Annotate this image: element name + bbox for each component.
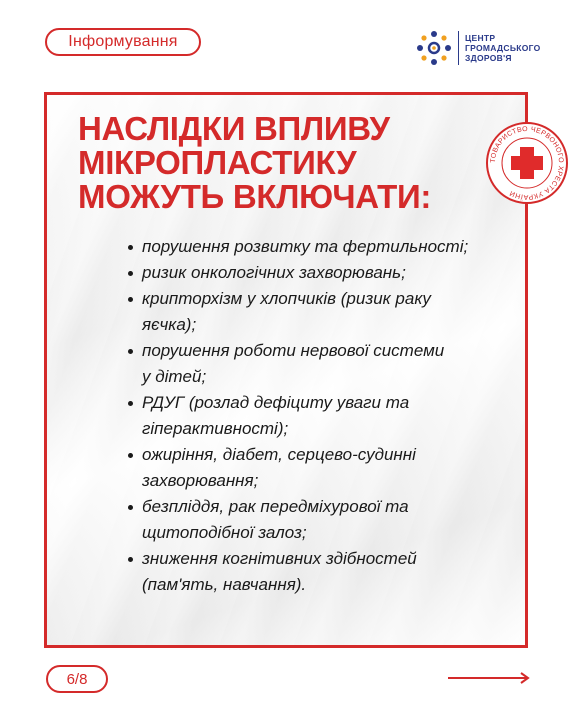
bullet-dot-icon [128,271,133,276]
page-title: НАСЛІДКИ ВПЛИВУ МІКРОПЛАСТИКУ МОЖУТЬ ВКЛЮЧАТИ: [78,110,432,215]
page-indicator-label: 6/8 [66,670,88,688]
red-cross-seal-icon [484,120,570,206]
page-indicator [46,665,108,693]
public-health-center-logo [414,26,544,70]
bullet-dot-icon [128,297,133,302]
bullet-dot-icon [128,245,133,250]
logo-divider [458,31,459,65]
effects-list [128,234,508,598]
list-item: РДУГ (розлад дефіциту уваги та гіперактивності); [128,390,508,442]
logo-text: ЦЕНТР ГРОМАДСЬКОГО ЗДОРОВ'Я [465,33,541,63]
bullet-dot-icon [128,505,133,510]
list-item: зниження когнітивних здібностей (пам'ять, навчання). [128,546,508,598]
seal-ring-text: ТОВАРИСТВО ЧЕРВОНОГО ХРЕСТА УКРАЇНИ [489,125,565,201]
logo-emblem-icon [414,28,454,68]
category-tag-label: Інформування [68,33,178,50]
bullet-dot-icon [128,401,133,406]
bullet-dot-icon [128,349,133,354]
category-tag [45,28,201,56]
list-item: ризик онкологічних захворювань; [128,260,508,286]
list-item: порушення розвитку та фертильності; [128,234,508,260]
list-item: крипторхізм у хлопчиків (ризик раку яєчка); [128,286,508,338]
list-item: порушення роботи нервової системи у дітей; [128,338,508,390]
list-item: ожиріння, діабет, серцево-судинні захворювання; [128,442,508,494]
bullet-dot-icon [128,453,133,458]
list-item: безпліддя, рак передміхурової та щитоподібної залоз; [128,494,508,546]
next-arrow-icon[interactable] [448,672,530,684]
bullet-dot-icon [128,557,133,562]
